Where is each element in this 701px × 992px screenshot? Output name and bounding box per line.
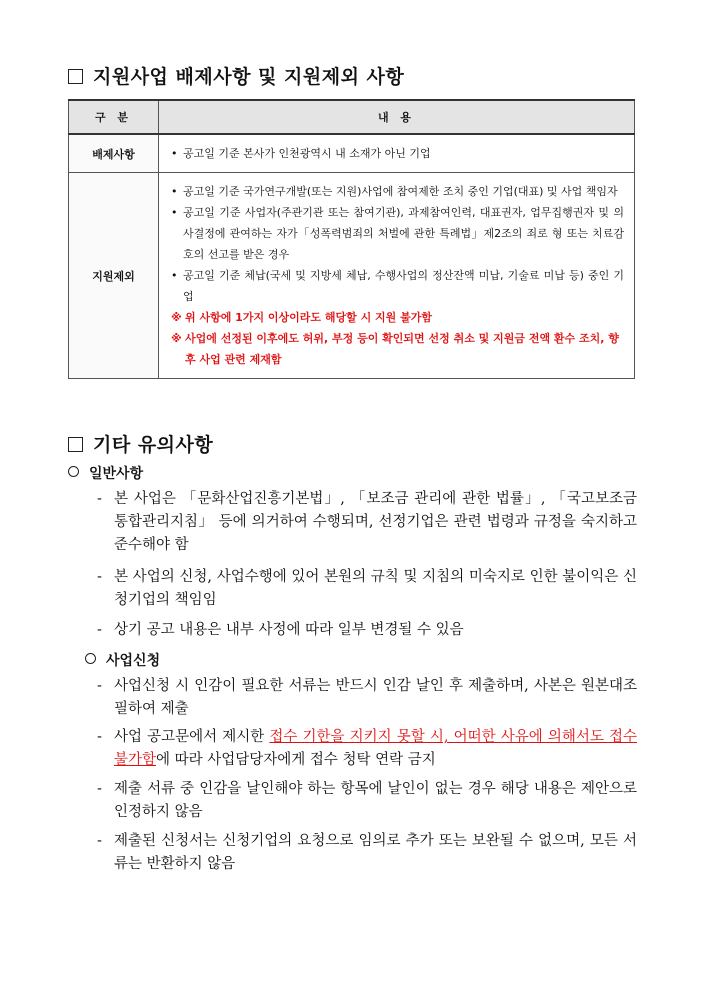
list-item: - 본 사업은 「문화산업진흥기본법」, 「보조금 관리에 관한 법률」, 「국고보조금 통합관리지침」 등에 의거하여 수행되며, 선정기업은 관련 법령과 규정을 숙지하고 준수해야 함 bbox=[97, 491, 637, 553]
circle-bullet-icon bbox=[85, 653, 96, 664]
checkbox-square-icon bbox=[68, 69, 83, 84]
list-item: - 제출된 신청서는 신청기업의 요청으로 임의로 추가 또는 보완될 수 없으며, 모든 서류는 반환하지 않음 bbox=[97, 833, 637, 872]
list-item: - 사업 공고문에서 제시한 접수 기한을 지키지 못할 시, 어떠한 사유에 의해서도 접수 불가함에 따라 사업담당자에게 접수 청탁 연락 금지 bbox=[97, 729, 637, 768]
row-category-ineligible: 지원제외 bbox=[69, 173, 159, 379]
table-header-row bbox=[69, 100, 635, 134]
warning-note: ※ 사업에 선정된 이후에도 허위, 부정 등이 확인되면 선정 취소 및 지원금 전액 환수 조치, 향후 사업 관련 제재함 bbox=[171, 332, 619, 366]
row-content bbox=[159, 134, 635, 173]
list-item: • 공고일 기준 사업자(주관기관 또는 참여기관), 과제참여인력, 대표권자, 업무집행권자 및 의사결정에 관여하는 자가「성폭력범죄의 처벌에 관한 특례법」제2조의 죄로 형 또는 치료감호의 선고를 받은 경우 bbox=[171, 202, 624, 265]
section-title-notes: 기타 유의사항 bbox=[68, 430, 213, 457]
header-category: 구 분 bbox=[69, 100, 159, 134]
row-content bbox=[159, 173, 635, 379]
table-row bbox=[69, 173, 635, 379]
checkbox-square-icon bbox=[68, 437, 83, 452]
table-row bbox=[69, 134, 635, 173]
exclusion-table bbox=[68, 99, 635, 379]
list-item: - 상기 공고 내용은 내부 사정에 따라 일부 변경될 수 있음 bbox=[97, 622, 464, 638]
list-item: - 사업신청 시 인감이 필요한 서류는 반드시 인감 날인 후 제출하며, 사본은 원본대조필하여 제출 bbox=[97, 678, 637, 717]
header-content: 내 용 bbox=[159, 100, 635, 134]
list-item: - 제출 서류 중 인감을 날인해야 하는 항목에 날인이 없는 경우 해당 내용은 제안으로 인정하지 않음 bbox=[97, 781, 637, 820]
subheading-application: 사업신청 bbox=[85, 650, 160, 670]
deadline-warning-highlight: 접수 기한을 지키지 못할 시, 어떠한 사유에 의해서도 접수 불가함 bbox=[114, 729, 637, 768]
list-item: • 공고일 기준 체납(국세 및 지방세 체납, 수행사업의 정산잔액 미납, 기술료 미납 등) 중인 기업 bbox=[171, 265, 624, 307]
list-item: • 공고일 기준 국가연구개발(또는 지원)사업에 참여제한 조치 중인 기업(대표) 및 사업 책임자 bbox=[171, 181, 624, 202]
circle-bullet-icon bbox=[68, 466, 79, 477]
list-item: • 공고일 기준 본사가 인천광역시 내 소재가 아닌 기업 bbox=[171, 143, 624, 164]
subheading-general: 일반사항 bbox=[68, 463, 143, 483]
list-item: - 본 사업의 신청, 사업수행에 있어 본원의 규칙 및 지침의 미숙지로 인한 불이익은 신청기업의 책임임 bbox=[97, 569, 637, 608]
warning-note: ※ 위 사항에 1가지 이상이라도 해당할 시 지원 불가함 bbox=[171, 311, 432, 324]
row-category-exclusion: 배제사항 bbox=[69, 134, 159, 173]
section-title-exclusions: 지원사업 배제사항 및 지원제외 사항 bbox=[68, 62, 404, 89]
